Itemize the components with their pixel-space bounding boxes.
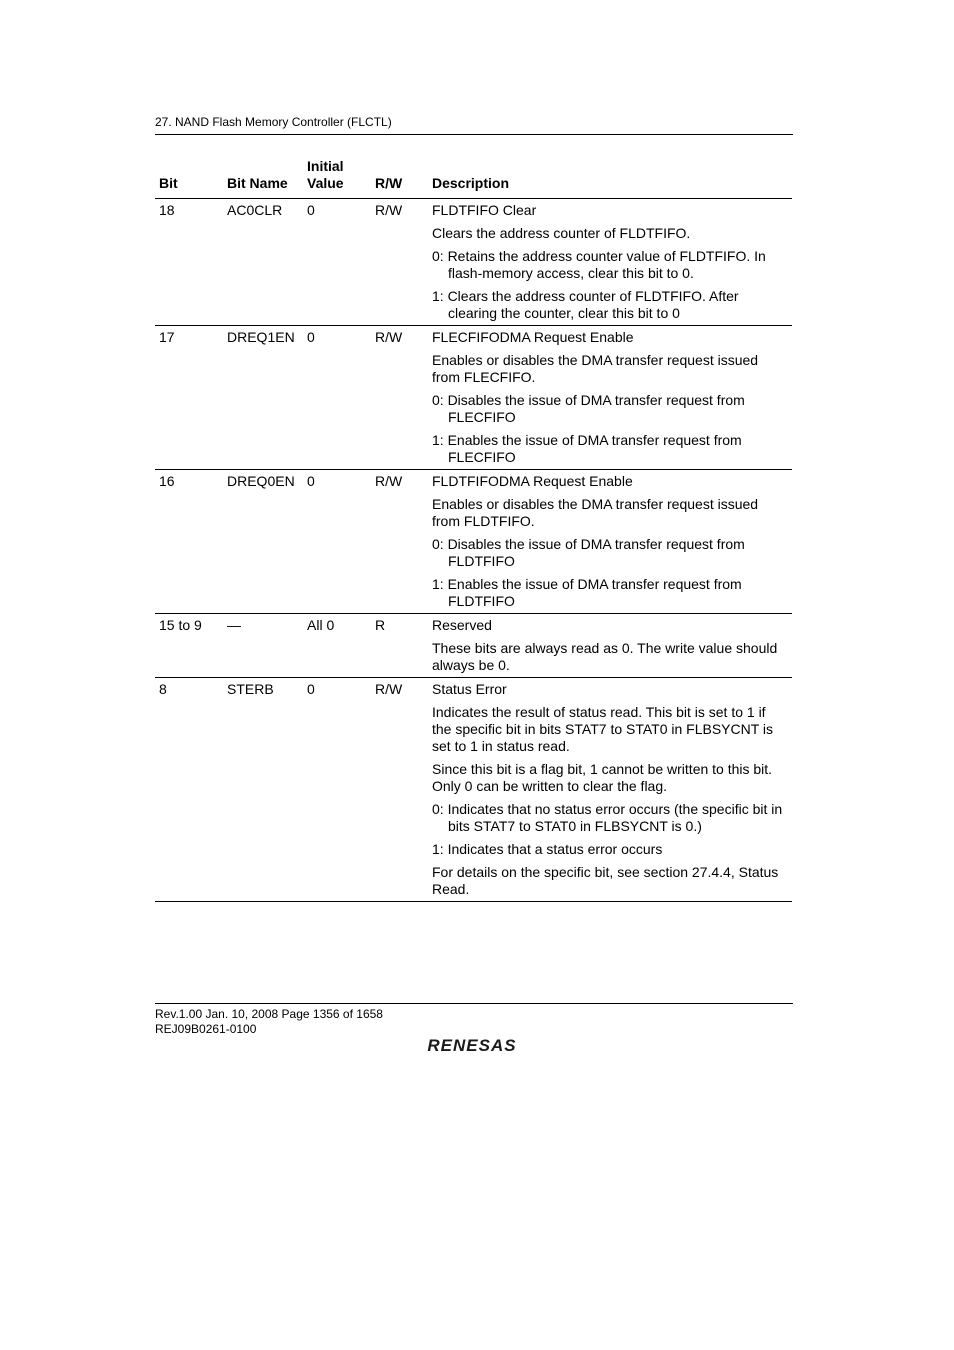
section-title: 27. NAND Flash Memory Controller (FLCTL) — [155, 115, 392, 129]
logo-wordmark: RENESAS — [427, 1036, 517, 1054]
cell-description — [428, 470, 792, 614]
description-line: 0: Indicates that no status error occurs (the specific bit in bits STAT7 to STAT0 in FLBSYCNT is 0.) — [432, 801, 783, 834]
register-bit-table — [155, 158, 792, 902]
description-title: FLECFIFODMA Request Enable — [432, 329, 634, 345]
description-line: For details on the specific bit, see section 27.4.4, Status Read. — [432, 864, 779, 897]
description-line: 1: Indicates that a status error occurs — [432, 841, 663, 857]
col-header-rw: R/W — [371, 158, 428, 199]
cell-initial-value: 0 — [307, 681, 315, 697]
cell-rw: R/W — [375, 202, 403, 218]
col-header-bit-name: Bit Name — [223, 158, 303, 199]
description-line: Enables or disables the DMA transfer request issued from FLECFIFO. — [432, 352, 759, 385]
table-row — [155, 326, 792, 470]
table-row — [155, 614, 792, 678]
cell-description — [428, 326, 792, 470]
page-header — [155, 115, 793, 135]
table-row — [155, 470, 792, 614]
cell-rw: R/W — [375, 473, 403, 489]
cell-bit-name: DREQ1EN — [227, 329, 295, 345]
description-line: 1: Enables the issue of DMA transfer request from FLECFIFO — [432, 432, 742, 465]
description-line: 1: Enables the issue of DMA transfer request from FLDTFIFO — [432, 576, 742, 609]
col-header-description: Description — [428, 158, 792, 199]
col-header-initial-line1: Initial — [307, 158, 344, 174]
description-title: FLDTFIFO Clear — [432, 202, 537, 218]
cell-bit-name: DREQ0EN — [227, 473, 295, 489]
description-line: These bits are always read as 0. The write value should always be 0. — [432, 640, 778, 673]
cell-bit-name: — — [227, 617, 241, 633]
cell-bit-name: AC0CLR — [227, 202, 283, 218]
page-footer — [155, 1003, 793, 1037]
cell-bit: 17 — [159, 329, 175, 345]
description-title: FLDTFIFODMA Request Enable — [432, 473, 633, 489]
cell-description — [428, 199, 792, 326]
cell-rw: R/W — [375, 681, 403, 697]
cell-initial-value: All 0 — [307, 617, 335, 633]
cell-bit: 15 to 9 — [159, 617, 202, 633]
cell-bit: 8 — [159, 681, 167, 697]
cell-initial-value: 0 — [307, 473, 315, 489]
footer-doc-number: REJ09B0261-0100 — [155, 1022, 257, 1036]
table-row — [155, 678, 792, 902]
footer-revision: Rev.1.00 Jan. 10, 2008 Page 1356 of 1658 — [155, 1007, 383, 1021]
description-line: Indicates the result of status read. This bit is set to 1 if the specific bit in bits STAT7 to STAT0 in FLBSYCNT is set to 1 in status read. — [432, 704, 774, 754]
table-row — [155, 199, 792, 326]
cell-description — [428, 614, 792, 678]
cell-bit: 18 — [159, 202, 175, 218]
cell-bit: 16 — [159, 473, 175, 489]
table-header-row — [155, 158, 792, 199]
cell-rw: R/W — [375, 329, 403, 345]
cell-bit-name: STERB — [227, 681, 274, 697]
description-line: Since this bit is a flag bit, 1 cannot be written to this bit. Only 0 can be written to clear the flag. — [432, 761, 773, 794]
col-header-initial-value — [303, 158, 371, 199]
description-title: Status Error — [432, 681, 507, 697]
description-line: Clears the address counter of FLDTFIFO. — [432, 225, 691, 241]
cell-description — [428, 678, 792, 902]
cell-rw: R — [375, 617, 386, 633]
description-line: 0: Retains the address counter value of FLDTFIFO. In flash-memory access, clear this bit to 0. — [432, 248, 766, 281]
cell-initial-value: 0 — [307, 202, 315, 218]
col-header-initial-line2: Value — [307, 175, 344, 191]
col-header-bit: Bit — [155, 158, 223, 199]
description-line: 0: Disables the issue of DMA transfer request from FLECFIFO — [432, 392, 745, 425]
description-line: 1: Clears the address counter of FLDTFIFO. After clearing the counter, clear this bit to 0 — [432, 288, 739, 321]
description-title: Reserved — [432, 617, 492, 633]
description-line: Enables or disables the DMA transfer request issued from FLDTFIFO. — [432, 496, 759, 529]
renesas-logo — [412, 1036, 532, 1054]
cell-initial-value: 0 — [307, 329, 315, 345]
description-line: 0: Disables the issue of DMA transfer request from FLDTFIFO — [432, 536, 745, 569]
